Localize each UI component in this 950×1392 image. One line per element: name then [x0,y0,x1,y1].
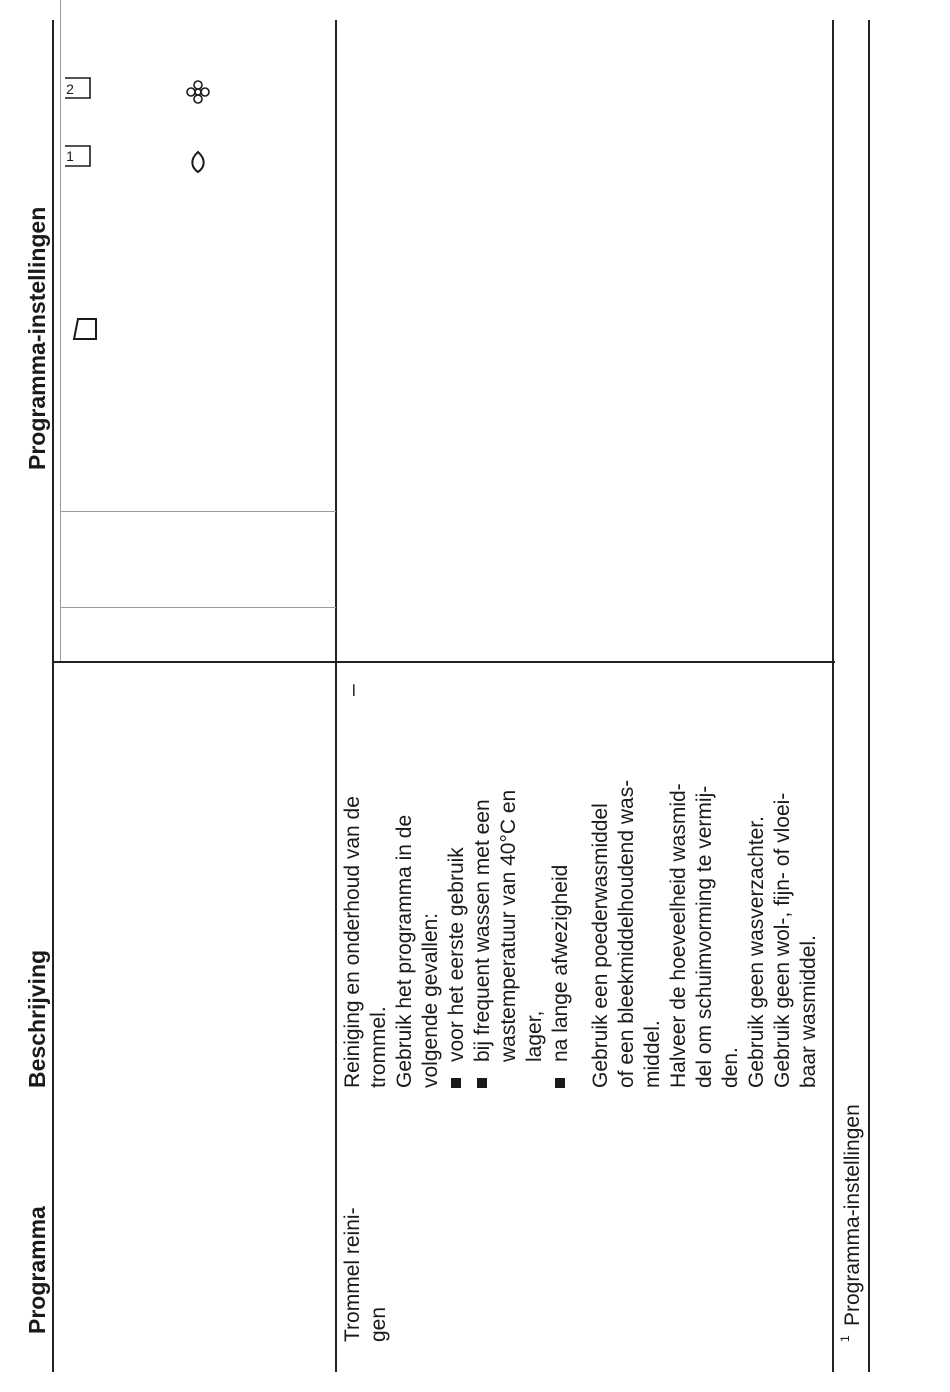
bullet-line: voor het eerste gebruik [445,847,468,1062]
table-top-rule [52,20,54,1372]
header-programma: Programma [24,1206,50,1334]
header-rule [335,20,337,1372]
description-line: baar wasmiddel. [797,935,820,1088]
footnote-text: Programma-instellingen [841,1104,864,1326]
bullet-marker [555,1078,565,1088]
footnote-rule [868,20,870,1372]
description-line: volgende gevallen: [419,912,442,1088]
description-line: den. [719,1047,742,1088]
program-name-line-1: Trommel reini- [341,1207,364,1342]
bullet-line: bij frequent wassen met een [471,799,494,1062]
program-name-line-2: gen [367,1306,390,1342]
flower-icon [184,78,212,106]
compartment-1-label: 1 [66,148,74,165]
description-line: middel. [641,1020,664,1088]
description-line: trommel. [367,1006,390,1088]
description-line: of een bleekmiddelhoudend was- [615,779,638,1088]
bullet-line: na lange afwezigheid [549,864,572,1062]
value-dash: – [341,684,364,696]
footnote-mark: 1 [838,1335,852,1342]
description-line: Gebruik een poederwasmiddel [589,803,612,1088]
bullet-marker [477,1078,487,1088]
drop-icon [184,148,212,176]
column-divider-body [333,661,835,663]
description-line: Gebruik het programma in de [393,814,416,1088]
table-bottom-rule [832,20,834,1372]
prewash-tray-icon [70,316,102,342]
description-line: Gebruik geen wasverzachter. [745,816,768,1088]
compartment-2-label: 2 [66,81,74,98]
header-beschrijving: Beschrijving [24,949,50,1088]
settings-gridline [60,511,336,512]
description-line: Halveer de hoeveelheid wasmid- [667,783,690,1088]
settings-subrule [60,0,61,661]
column-divider [52,661,336,663]
bullet-marker [451,1078,461,1088]
bullet-line: lager, [523,1010,546,1062]
bullet-line: wastemperatuur van 40°C en [497,789,520,1062]
description-line: del om schuimvorming te vermij- [693,785,716,1088]
description-line: Reiniging en onderhoud van de [341,796,364,1088]
settings-gridline [60,607,336,608]
description-line: Gebruik geen wol-, fijn- of vloei- [771,792,794,1088]
header-instellingen: Programma-instellingen [24,206,50,470]
